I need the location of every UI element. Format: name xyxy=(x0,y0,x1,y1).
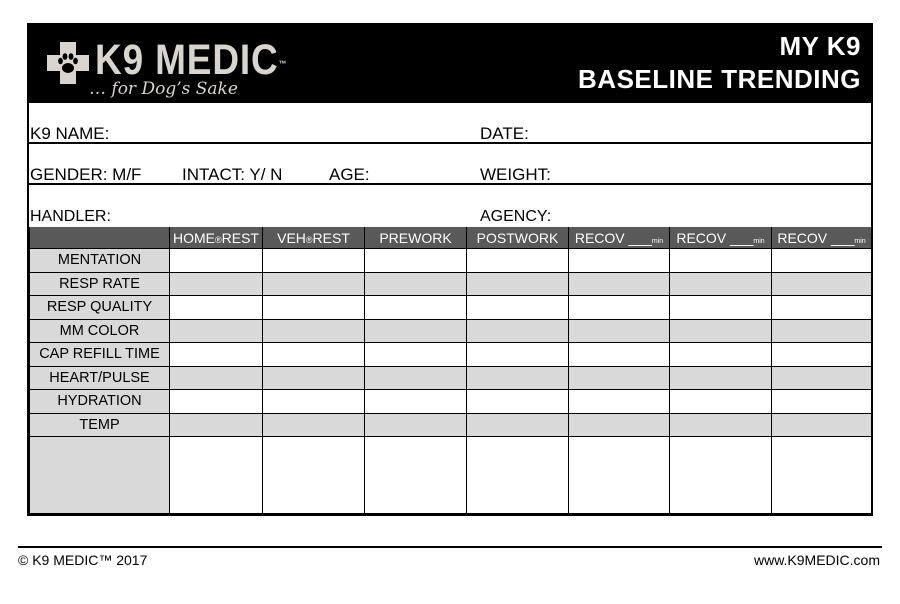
table-cell[interactable] xyxy=(365,319,467,343)
table-cell[interactable] xyxy=(670,319,772,343)
table-cell[interactable] xyxy=(772,413,872,437)
row-label: RESP RATE xyxy=(30,272,170,296)
age-field[interactable]: AGE: xyxy=(329,165,370,184)
row-label: MENTATION xyxy=(30,249,170,273)
notes-row xyxy=(30,437,872,514)
header-bar xyxy=(29,25,871,103)
table-cell[interactable] xyxy=(569,343,670,367)
table-cell[interactable] xyxy=(772,366,872,390)
table-cell[interactable] xyxy=(170,319,263,343)
table-cell[interactable] xyxy=(365,343,467,367)
handler-field[interactable]: HANDLER: xyxy=(30,208,111,225)
gender-field[interactable]: GENDER: M/F xyxy=(30,165,142,184)
table-cell[interactable] xyxy=(772,249,872,273)
table-row xyxy=(30,366,872,390)
table-cell[interactable] xyxy=(467,319,569,343)
table-cell[interactable] xyxy=(263,319,365,343)
website-link[interactable]: www.K9MEDIC.com xyxy=(753,552,880,568)
table-cell[interactable] xyxy=(772,296,872,320)
table-cell[interactable] xyxy=(170,413,263,437)
table-cell[interactable] xyxy=(569,366,670,390)
table-cell[interactable] xyxy=(670,343,772,367)
table-cell[interactable] xyxy=(772,319,872,343)
table-cell[interactable] xyxy=(772,343,872,367)
table-cell[interactable] xyxy=(569,319,670,343)
table-cell[interactable] xyxy=(365,413,467,437)
row-label: HEART/PULSE xyxy=(30,366,170,390)
logo-tagline: … for Dog’s Sake xyxy=(89,79,238,99)
vitals-table xyxy=(29,227,872,514)
table-cell[interactable] xyxy=(467,249,569,273)
title-line-1: MY K9 xyxy=(779,31,861,61)
table-cell[interactable] xyxy=(670,249,772,273)
table-cell[interactable] xyxy=(170,296,263,320)
weight-field[interactable]: WEIGHT: xyxy=(480,165,551,184)
table-cell[interactable] xyxy=(365,272,467,296)
table-cell[interactable] xyxy=(467,272,569,296)
row-label: TEMP xyxy=(30,413,170,437)
column-header: RECOV ___min xyxy=(670,227,772,249)
table-cell[interactable] xyxy=(670,366,772,390)
table-cell[interactable] xyxy=(467,366,569,390)
field-row-handler-agency xyxy=(29,185,871,227)
table-cell[interactable] xyxy=(170,272,263,296)
notes-label-cell xyxy=(30,437,170,514)
table-cell[interactable] xyxy=(467,296,569,320)
notes-cell[interactable] xyxy=(569,437,670,514)
field-row-name-date xyxy=(29,103,871,144)
table-cell[interactable] xyxy=(569,390,670,414)
table-row xyxy=(30,343,872,367)
table-cell[interactable] xyxy=(263,413,365,437)
table-cell[interactable] xyxy=(670,390,772,414)
notes-cell[interactable] xyxy=(365,437,467,514)
table-cell[interactable] xyxy=(170,249,263,273)
table-cell[interactable] xyxy=(670,296,772,320)
table-row xyxy=(30,319,872,343)
table-cell[interactable] xyxy=(365,249,467,273)
column-header: RECOV ___min xyxy=(772,227,872,249)
notes-cell[interactable] xyxy=(170,437,263,514)
copyright-text: © K9 MEDIC™ 2017 xyxy=(18,552,148,568)
table-cell[interactable] xyxy=(569,272,670,296)
baseline-trending-card xyxy=(27,23,873,516)
intact-field[interactable]: INTACT: Y/ N xyxy=(182,165,283,184)
paw-icon xyxy=(54,49,82,77)
column-header: VEH®REST xyxy=(263,227,365,249)
k9-name-field[interactable]: K9 NAME: xyxy=(30,124,110,143)
table-cell[interactable] xyxy=(365,366,467,390)
table-row xyxy=(30,390,872,414)
table-cell[interactable] xyxy=(569,413,670,437)
table-cell[interactable] xyxy=(467,413,569,437)
column-header: RECOV ___min xyxy=(569,227,670,249)
notes-cell[interactable] xyxy=(467,437,569,514)
table-row xyxy=(30,413,872,437)
column-header: POSTWORK xyxy=(467,227,569,249)
table-cell[interactable] xyxy=(670,413,772,437)
column-header: PREWORK xyxy=(365,227,467,249)
table-cell[interactable] xyxy=(263,296,365,320)
table-cell[interactable] xyxy=(772,390,872,414)
table-cell[interactable] xyxy=(772,272,872,296)
table-cell[interactable] xyxy=(467,390,569,414)
row-label: MM COLOR xyxy=(30,319,170,343)
table-row xyxy=(30,272,872,296)
table-cell[interactable] xyxy=(569,249,670,273)
row-label: RESP QUALITY xyxy=(30,296,170,320)
table-row xyxy=(30,249,872,273)
table-cell[interactable] xyxy=(263,272,365,296)
notes-cell[interactable] xyxy=(263,437,365,514)
table-cell[interactable] xyxy=(170,343,263,367)
agency-field[interactable]: AGENCY: xyxy=(480,208,552,225)
logo-wordmark: K9 MEDIC™ xyxy=(95,36,288,84)
table-cell[interactable] xyxy=(670,272,772,296)
table-cell[interactable] xyxy=(263,390,365,414)
table-cell[interactable] xyxy=(170,366,263,390)
footer-divider xyxy=(18,546,882,548)
table-row xyxy=(30,296,872,320)
row-label: CAP REFILL TIME xyxy=(30,343,170,367)
field-row-gender-weight xyxy=(29,144,871,185)
table-cell[interactable] xyxy=(170,390,263,414)
table-cell[interactable] xyxy=(263,366,365,390)
title-line-2: BASELINE TRENDING xyxy=(578,64,861,94)
table-header-row xyxy=(30,227,872,249)
notes-cell[interactable] xyxy=(772,437,872,514)
header-corner xyxy=(30,227,170,249)
table-cell[interactable] xyxy=(263,249,365,273)
date-field[interactable]: DATE: xyxy=(480,124,529,143)
table-cell[interactable] xyxy=(467,343,569,367)
column-header: HOME®REST xyxy=(170,227,263,249)
table-cell[interactable] xyxy=(365,296,467,320)
table-cell[interactable] xyxy=(263,343,365,367)
table-cell[interactable] xyxy=(365,390,467,414)
k9-medic-logo-cross-icon xyxy=(47,42,89,84)
notes-cell[interactable] xyxy=(670,437,772,514)
row-label: HYDRATION xyxy=(30,390,170,414)
table-cell[interactable] xyxy=(569,296,670,320)
